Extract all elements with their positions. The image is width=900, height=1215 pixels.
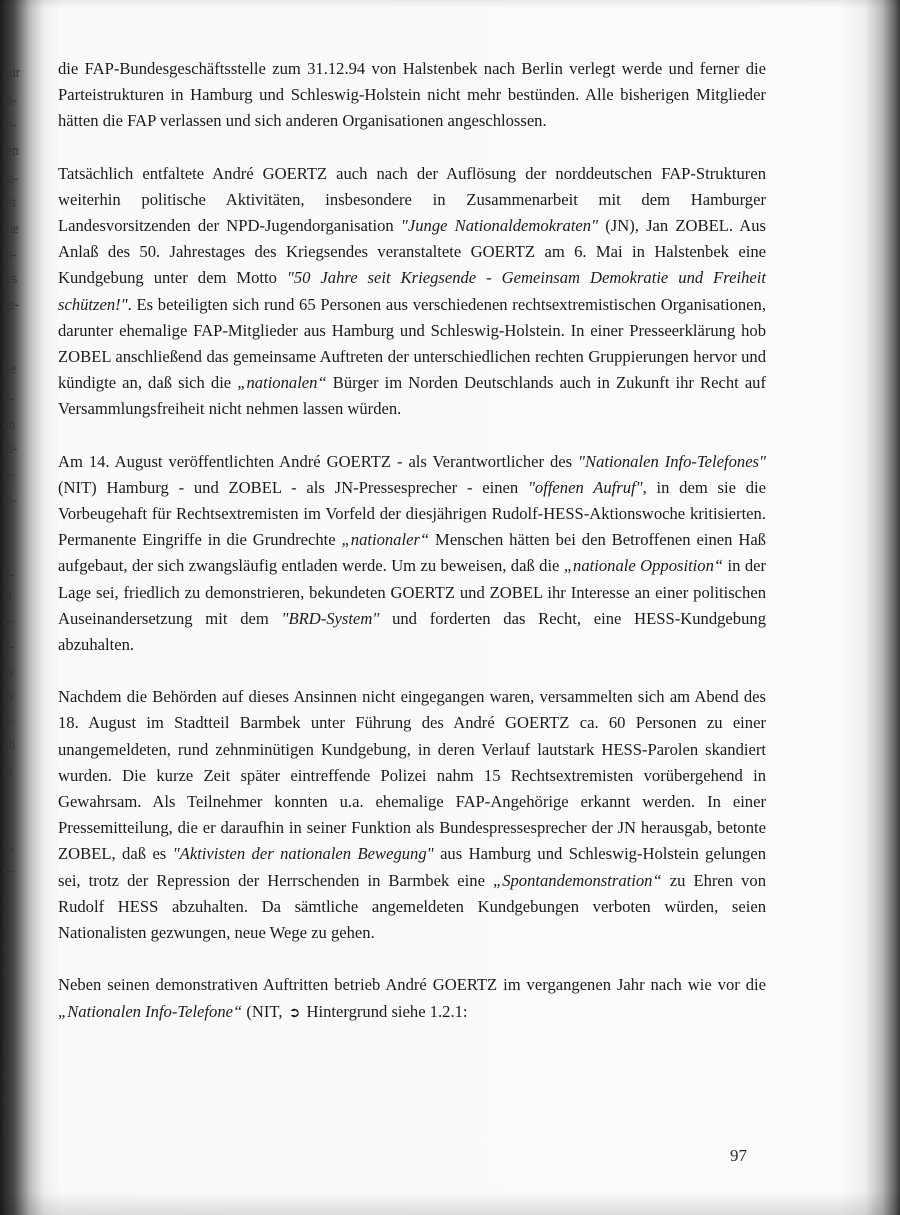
italic-phrase: „nationaler“ — [341, 530, 430, 550]
margin-fragment: ß — [3, 1120, 10, 1135]
text-run: aus Hamburg und Schleswig-Holstein gelungen sei, trotz der Repression der Herrschenden in Barmbek eine — [58, 844, 767, 890]
margin-fragment: n — [3, 890, 10, 905]
italic-phrase: "50 Jahre seit Kriegsende - Gemeinsam Demokratie und Freiheit schützen!" — [58, 268, 766, 314]
margin-fragment: rä- — [3, 94, 18, 109]
italic-phrase: „nationalen“ — [237, 373, 327, 393]
italic-phrase: „Spontandemonstration“ — [492, 870, 662, 890]
margin-fragment: r- — [3, 940, 12, 955]
text-run: Bürger im Norden Deutschlands auch in Zukunft ihr Recht auf Versammlungsfreiheit nicht nehmen lassen würden. — [58, 373, 767, 419]
page-top-shade — [0, 0, 900, 8]
document-body — [58, 56, 766, 1052]
text-run: , in dem sie die Vorbeugehaft für Rechtsextremisten im Vorfeld der diesjährigen Rudolf-HESS-Aktionswoche kritisierten. Permanente Eingriffe in die Grundrechte — [58, 477, 766, 550]
text-run: Tatsächlich entfaltete André GOERTZ auch nach der Auflösung der norddeutschen FAP-Strukturen weiterhin politische Aktivitäten, insbesondere in Zusammenarbeit mit dem Hamburger Landesvorsitzenden der NPD-Jugendorganisation — [58, 163, 766, 236]
text-run: Nachdem die Behörden auf dieses Ansinnen nicht eingegangen waren, versammelten sich am Abend des 18. August im Stadtteil Barmbek unter Führung des André GOERTZ ca. 60 Personen zu einer unangemeldeten, rund zehnminütigen Kundgebung, in deren Verlauf lautstark HESS-Parolen skandiert wurden. Die kurze Zeit später eintreffende Polizei nahm 15 Rechtsextremisten vorübergehend in Gewahrsam. Als Teilnehmer konnten u.a. ehemalige FAP-Angehörige erkannt werden. In einer Pressemitteilung, die er daraufhin in seiner Funktion als Bundespressesprecher der JN herausgab, betonte ZOBEL, daß es — [58, 687, 766, 864]
margin-fragment: ine — [3, 222, 19, 237]
page-number: 97 — [730, 1146, 747, 1165]
paragraph — [58, 161, 766, 423]
italic-phrase: „nationale Opposition“ — [563, 556, 724, 576]
text-run: (NIT) Hamburg - und ZOBEL - als JN-Pressesprecher - einen — [58, 477, 528, 497]
margin-fragment: eit — [3, 196, 16, 211]
italic-phrase: „Nationalen Info-Telefone“ — [58, 1001, 243, 1021]
italic-phrase: "Aktivisten der nationalen Bewegung" — [172, 844, 434, 864]
margin-fragment: en — [3, 418, 16, 433]
italic-phrase: "Junge Nationaldemokraten" — [400, 216, 599, 236]
text-run: Hintergrund siehe 1.2.1: — [302, 1001, 468, 1021]
text-run: (JN), Jan ZOBEL. Aus Anlaß des 50. Jahrestages des Kriegsendes veranstaltete GOERTZ am 6. Mai in Halstenbek eine Kundgebung unter dem Motto — [58, 216, 766, 288]
margin-fragment: lie — [3, 362, 16, 377]
margin-fragment: t- — [3, 1042, 11, 1057]
paragraph — [58, 972, 766, 1025]
margin-fragment: ni- — [3, 494, 18, 509]
margin-fragment: l- — [3, 1094, 11, 1109]
page-bottom-shade — [0, 1191, 900, 1215]
margin-fragment: h- — [3, 568, 14, 583]
text-run: (NIT, — [242, 1001, 287, 1021]
text-run: Neben seinen demonstrativen Auftritten betrieb André GOERTZ im vergangenen Jahr nach wie vor die — [58, 975, 766, 995]
margin-fragment: t- — [3, 966, 11, 981]
italic-phrase: "Nationalen Info-Telefones" — [578, 451, 766, 471]
margin-fragment: ie- — [3, 118, 17, 133]
margin-fragment: e- — [3, 864, 13, 879]
margin-fragment: in- — [3, 442, 18, 457]
margin-fragment: ch — [3, 738, 16, 753]
margin-fragment: len — [3, 144, 19, 159]
margin-fragment: al — [3, 590, 13, 605]
margin-fragment: m — [3, 666, 13, 681]
paragraph — [58, 684, 766, 946]
margin-fragment: ge- — [3, 298, 20, 313]
paragraph — [58, 449, 766, 659]
text-run: . Es beteiligten sich rund 65 Personen aus verschiedenen rechtsextremistischen Organisationen, darunter ehemalige FAP-Mitglieder aus Hamburg und Schleswig-Holstein. In einer Presseerklärung hob ZOBEL anschließend das gemeinsame Auftreten der unterschiedlichen rechten Gruppierungen hervor und kündigte an, daß sich die — [58, 294, 766, 393]
arrow-icon: ➲ — [288, 1004, 301, 1021]
italic-phrase: "BRD-System" — [281, 608, 380, 628]
margin-fragment: n- — [3, 640, 14, 655]
margin-fragment: in — [3, 764, 13, 779]
text-run: Am 14. August veröffentlichten André GOERTZ - als Verantwortlicher des — [58, 451, 579, 471]
margin-fragment: la- — [3, 248, 17, 263]
margin-fragment: er — [3, 616, 13, 631]
paragraph — [58, 56, 766, 135]
text-run: Menschen hätten bei den Betroffenen einen Haß aufgebaut, der sich zwangsläufig entladen werde. Um zu beweisen, daß die — [58, 530, 766, 576]
margin-fragment: b- — [3, 468, 14, 483]
margin-fragment: lt, — [3, 838, 14, 853]
text-run: und forderten das Recht, eine HESS-Kundgebung abzuhalten. — [58, 608, 766, 655]
text-run: die FAP-Bundesgeschäftsstelle zum 31.12.94 von Halstenbek nach Berlin verlegt werde und ferner die Parteistrukturen in Hamburg und Schleswig-Holstein nicht mehr bestünden. Alle bisherigen Mitglieder hätten die FAP verlassen und sich anderen Organisationen angeschlossen. — [58, 59, 766, 131]
text-run: in der Lage sei, friedlich zu demonstrieren, bekundeten GOERTZ und ZOBEL ihr Interesse an einer politischen Auseinandersetzung mit dem — [58, 556, 767, 628]
margin-fragment: nur — [3, 66, 20, 81]
margin-fragment: il- — [3, 714, 15, 729]
margin-fragment: sa- — [3, 172, 18, 187]
margin-fragment: l- — [3, 914, 11, 929]
margin-fragment: f- — [3, 1068, 12, 1083]
italic-phrase: "offenen Aufruf" — [527, 477, 643, 497]
margin-fragment: les — [3, 272, 18, 287]
margin-fragment: u- — [3, 392, 14, 407]
text-run: zu Ehren von Rudolf HESS abzuhalten. Da sämtliche angemeldeten Kundgebungen verboten würden, seien Nationalisten gezwungen, neue Wege zu gehen. — [58, 870, 766, 943]
margin-fragment: in — [3, 690, 13, 705]
